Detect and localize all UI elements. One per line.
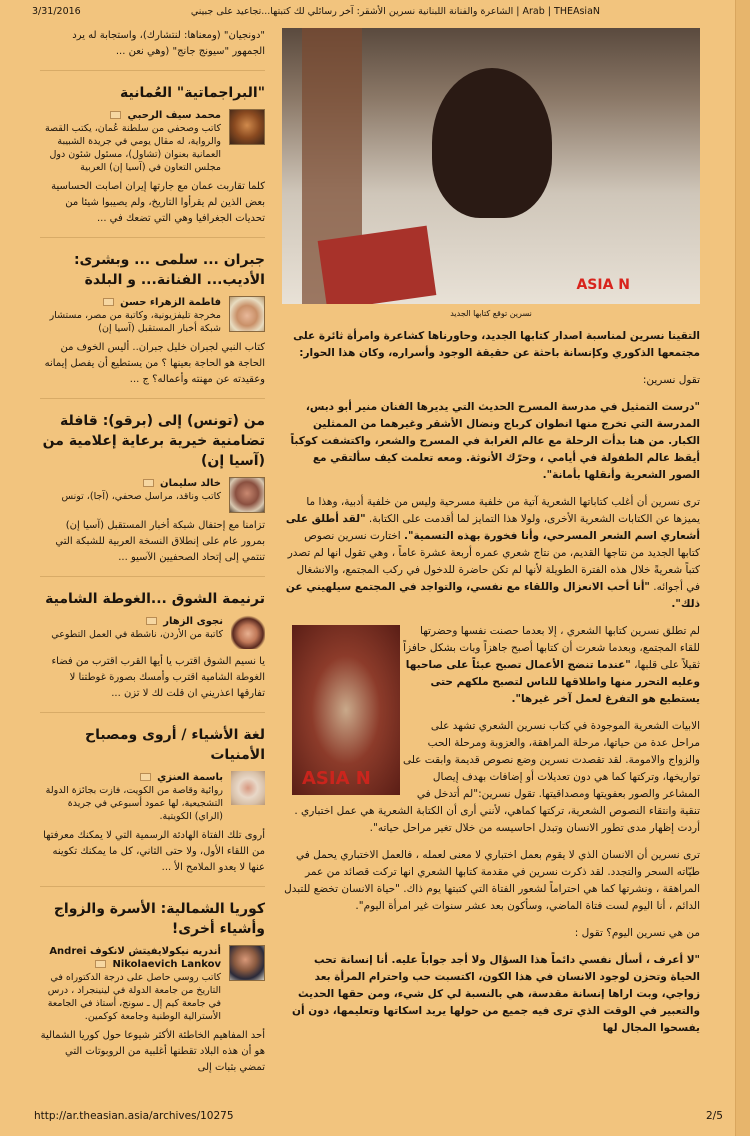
page-url[interactable]: http://ar.theasian.asia/archives/10275 [34, 1110, 234, 1122]
photo-figure [432, 68, 552, 218]
asian-logo: ASIA N [302, 768, 371, 789]
article-title-link[interactable]: لغة الأشياء / أروى ومصباح الأمنيات [85, 727, 265, 763]
quote-paragraph: "لا أعرف ، أسأل نفسي دائماً هذا السؤال ولا أجد جواباً عليه. أنا إنسانة تحب الحياة وتحزن لوجود الانسان في هذا الكون، اكتسبت حب واحترام المرأة بعد زواجي، وبت اراها إنسانة مقدسة، هي بالنسبة لي كل شيء، ومن حقها الحديث والتعبير في الوقت الذي ترى فيه جميع من حولها يريد اسكاتها وتعليمها، دون أن يفسحوا المجال لها [292, 954, 700, 1034]
author-bio: روائية وقاصة من الكويت، فازت بجائزة الدولة التشجيعية، لها عمود أسبوعي في جريدة (الراي) الكويتية. [45, 785, 223, 822]
author-block [40, 296, 265, 335]
quote: "أنا أحب الانعزال واللقاء مع نفسي، والتواجد في المجتمع سيلهيني عن ذلك". [285, 581, 700, 610]
author-name[interactable]: نجوى الزهار [163, 616, 223, 627]
quote: "لقد أطلق على أشعاري اسم الشعر المسرحي، وأنا فخورة بهذه التسمية". [285, 513, 700, 542]
article-title-link[interactable]: جبران ... سلمى ... وبشرى: الأديب... الفنانة... و البلدة [73, 252, 265, 288]
author-bio: كاتب وصحفي من سلطنة عُمان، يكتب القصة والرواية، له مقال يومي في جريدة الشبيبة العمانية بعنوان (تشاول)، مسئول شئون دول مجلس التعاون في (آسيا إن) العربية [44, 123, 221, 173]
author-name[interactable]: أندريه نيكولايفيتش لانكوف Andrei Nikolaevich Lankov [49, 946, 221, 970]
author-bio: كاتب وناقد، مراسل صحفي، (آجا)، تونس [61, 491, 221, 502]
author-name[interactable]: باسمة العنزي [157, 772, 223, 783]
article-title-link[interactable]: كوريا الشمالية: الأسرة والزواج وأشياء أخرى! [53, 901, 265, 937]
author-name[interactable]: محمد سيف الرحبي [127, 110, 221, 121]
author-avatar[interactable] [229, 945, 265, 981]
author-bio: كاتبة من الأردن، ناشطة في العمل التطوعي [51, 629, 223, 640]
article-excerpt: يا نسيم الشوق اقترب يا أيها القرب اقترب من فضاء الغوطة الشامية اقترب وأمسك بصورة غوطتنا لا تفارقها اعذريني ان قلت لك لا تزن ... [51, 656, 265, 699]
sidebar-article [40, 250, 265, 399]
article-excerpt: كلما تقاربت عمان مع جارتها إيران اصابت الحساسية بعض الذين لم يقرأوا التاريخ، ولم يصيبوا شيئا من تحديات الجغرافيا وهي التي تضعك في ... [51, 181, 265, 224]
article-excerpt: أروى تلك الفتاة الهادئة الرسمية التي لا يمكنك معرفتها من اللقاء الأول، ولا حتى الثاني، كل ما يمكنك تكوينه عنها لا يعدو الملامح الأ ... [43, 830, 265, 873]
author-bio: مخرجة تليفزيونية، وكاتبة من مصر، مستشار شبكة أخبار المستقبل (آسيا إن) [49, 310, 221, 334]
email-icon[interactable] [103, 298, 114, 306]
sidebar-article [40, 411, 265, 577]
print-date: 3/31/2016 [32, 6, 81, 17]
author-block [40, 109, 265, 174]
author-name[interactable]: فاطمة الزهراء حسن [120, 297, 221, 308]
sidebar-article [40, 725, 265, 887]
intro-paragraph: التقينا نسرين لمناسبة اصدار كتابها الجديد، وحاورناها كشاعرة وامرأة ثائرة على مجتمعها الذكوري وكإنسانة باحثة عن حقيقة الوجود وأسراره، وكان هذا الحوار: [293, 330, 700, 359]
quote: "عندما تنضج الأعمال تصبح عبئاً على صاحبها وعليه التحرر منها واطلاقها للناس لتصبح ملكهم حتى يستطيع هو التفرغ لعمل آخر غيرها". [405, 659, 700, 705]
author-avatar[interactable] [231, 615, 265, 649]
author-avatar[interactable] [229, 477, 265, 513]
author-block [40, 771, 265, 823]
author-name[interactable]: خالد سليمان [160, 478, 221, 489]
print-header [0, 0, 750, 22]
sidebar-article [40, 83, 265, 238]
article-excerpt: كتاب النبي لجبران خليل جبران.. أليس الخوف من الحاجة هو الحاجة بعينها ؟ من يستطيع أن يفصل إيمانه وعقيدته عن مهنته وأعماله؟ ج ... [44, 342, 265, 385]
email-icon[interactable] [110, 111, 121, 119]
author-block [40, 615, 265, 649]
author-block [40, 477, 265, 513]
text: لم تطلق نسرين كتابها الشعري ، إلا بعدما حصنت نفسها وحضرتها للقاء المجتمع، وبعدما شعرت أن كتابها أصبح جاهزاً وبات بشكل حافزاً ثقيلاً على قلبها، [403, 625, 700, 671]
photo-book [318, 226, 437, 304]
email-icon[interactable] [140, 773, 151, 781]
article-body [282, 28, 700, 1047]
article-photo [282, 28, 700, 304]
question-line: من هي نسرين اليوم؟ تقول : [574, 927, 700, 939]
sidebar [40, 28, 265, 1098]
article-title-link[interactable]: من (تونس) إلى (برقو): قافلة تضامنية خيرية برعاية إعلامية من (آسيا إن) [42, 413, 265, 469]
author-avatar[interactable] [229, 296, 265, 332]
author-block [40, 945, 265, 1023]
page-number: 2/5 [706, 1110, 723, 1122]
sidebar-article [40, 899, 265, 1086]
article-title-link[interactable]: ترنيمة الشوق ...الغوطة الشامية [45, 591, 265, 607]
email-icon[interactable] [146, 617, 157, 625]
author-avatar[interactable] [231, 771, 265, 805]
body-paragraph: الابيات الشعرية الموجودة في كتاب نسرين الشعري تشهد على مراحل عدة من حياتها، مرحلة المراهقة، والعزوبة ومرحلة الحب والزواج والامومة. لقد تقصدت نسرين وضع نصوص قديمة وابقت على تواريخها، وتركتها كما هي دون تعديلات أو إضافات بهدف إيصال المشاعر والصور بعفويتها ومصداقيتها. تقول نسرين:"لم أتدخل في تنقية وانتقاء النصوص الشعرية، تركتها كماهي، لأنني أرى أن الكتابة الشعرية هي عمل اختباري . أردت إظهار مدى تطور الانسان وتبدل احاسيسه من خلال تغير مراحل حياته". [294, 720, 700, 834]
photo-caption: نسرين توقع كتابها الجديد [450, 309, 532, 318]
print-footer [0, 1106, 750, 1136]
asian-logo: ASIA N [576, 277, 630, 293]
body-paragraph: ترى نسرين أن الانسان الذي لا يقوم بعمل اختباري لا معنى لعمله ، فالعمل الاختباري يحمل في طيّاته السحر والتجدد. لقد ذكرت نسرين في مقدمة كتابها الشعري انها تركت قصائد من عمر المراهقة ، ونشرتها كما هي احتراماً لشعور الفتاة التي كتبتها يوم ذاك. "حياة الانسان تخضع للتبدل الدائم ، أنا اليوم لست فتاة الماضي، وسأكون بعد عشر سنوات غير امرأة اليوم". [284, 849, 700, 912]
email-icon[interactable] [143, 479, 154, 487]
body-paragraph [282, 494, 700, 613]
quote-paragraph: "درست التمثيل في مدرسة المسرح الحديث التي يديرها الفنان منير أبو دبس، المدرسة التي تخرج منها انطوان كرباج ونضال الأشقر وغيرهما من الممثلين الكبار. من هنا بدأت الرحلة مع عالم الغرابة في المسرح والشعر، واكتشفت كوكباً أيقظ عالم الطفولة في أيامي ، وحرّك الأنوثة. ومعه تعلمت كيف سألتقي مع الصور الشعرية وأنقلها بأمانة". [290, 401, 700, 481]
author-avatar[interactable] [229, 109, 265, 145]
text: ترى نسرين أن أغلب كتاباتها الشعرية آتية من خلفية مسرحية وليس من خلفية أدبية، وهذا ما يميزها عن الكتابات الشعرية الأخرى، ولولا هذا التمايز لما أقدمت على الكتابة. [306, 496, 700, 525]
article-excerpt: أحد المفاهيم الخاطئة الأكثر شيوعا حول كوريا الشمالية هو أن هذه البلاد تقطنها أغلبية من الروبوتات التي تمضي بثبات إلى [40, 1030, 265, 1073]
article-excerpt: تزامنا مع إحتفال شبكة أخبار المستقبل (آسيا إن) بمرور عام على إنطلاق النسخة العربية للشبكة التي تنتمي إلى إتحاد الصحفيين الآسيو ... [55, 520, 265, 563]
author-bio: كاتب روسي حاصل على درجة الدكتوراه في التاريخ من جامعة الدولة في لينينجراد ، درس في جامعة كيم إل ـ سونج، أستاذ في الجامعة الأسترالية الوطنية وجامعة كوكمين. [47, 972, 221, 1022]
article-title-link[interactable]: "البراجماتية" العُمانية [120, 85, 265, 101]
email-icon[interactable] [95, 960, 106, 968]
text: اختارت نسرين نصوص كتابها الجديد من نتاجها القديم، من نتاج شعري عمره أربعة عشرة عاماً ، وهي تقول انها لم تصدر كتباً شعريةً خلال هذه الفترة الطويلة لأنها لم تكن حاضرة للدخول في ركب المجتمع، والانشغال في أجوائه. [287, 530, 700, 593]
print-title: Arab | THEAsiaN | الشاعرة والفنانة اللبنانية نسرين الأشقر: آخر رسائلي لك كتبتها...تجاعيد على جبيني [190, 6, 600, 17]
sidebar-top-snippet[interactable]: "دونجيان" (ومعناها: لنتشارك)، واستجابة له يرد الجمهور "سيونج جانج" (وهي نعن ... [40, 28, 265, 71]
says-line: تقول نسرين: [642, 374, 700, 386]
page-columns [0, 22, 750, 1098]
sidebar-article [40, 589, 265, 713]
dancer-painting [292, 625, 400, 795]
